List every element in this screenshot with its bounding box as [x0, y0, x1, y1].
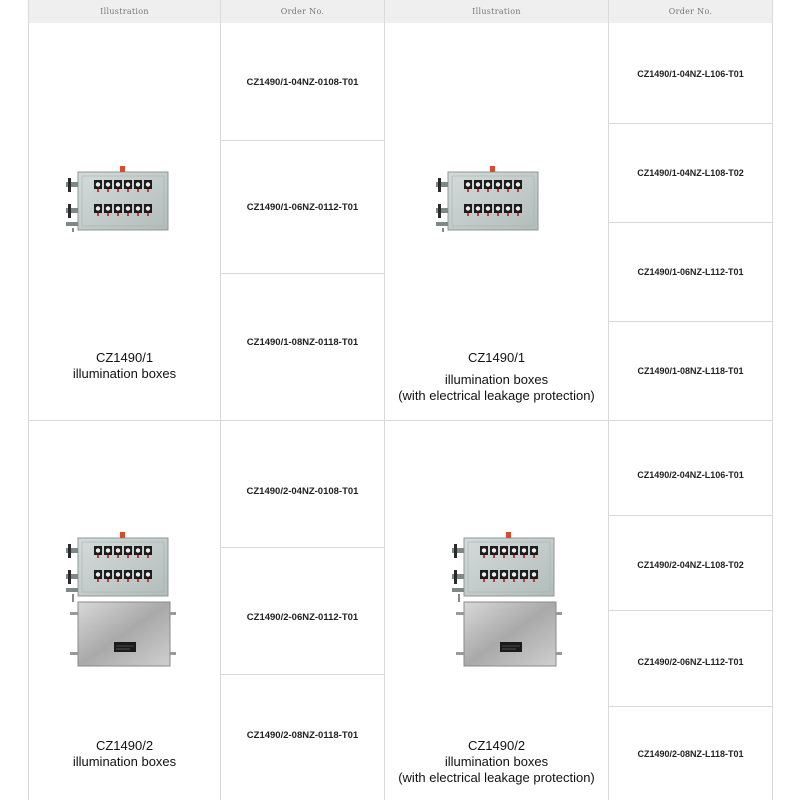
product-caption — [29, 738, 220, 770]
product-name: CZ1490/2 — [467, 738, 526, 753]
product-caption — [385, 738, 608, 786]
order-code: CZ1490/1-06NZ-0112-T01 — [246, 201, 359, 213]
header-order-no-right: Order No. — [609, 0, 772, 23]
illumination-box-leakage-with-enclosure-image — [452, 532, 564, 672]
header-illustration-right: Illustration — [385, 0, 608, 23]
header-illustration-left: Illustration — [29, 0, 220, 23]
order-code: CZ1490/2-04NZ-0108-T01 — [246, 485, 359, 497]
order-code: CZ1490/2-08NZ-L118-T01 — [637, 748, 744, 759]
product-caption — [385, 350, 608, 404]
product-description: illumination boxes — [444, 372, 549, 387]
grid-line — [772, 0, 773, 800]
order-code: CZ1490/1-04NZ-0108-T01 — [246, 76, 359, 88]
grid-line — [28, 0, 29, 800]
order-code: CZ1490/1-08NZ-L118-T01 — [637, 366, 744, 376]
product-note: (with electrical leakage protection) — [398, 770, 595, 785]
header-order-no-left: Order No. — [221, 0, 384, 23]
order-code: CZ1490/1-06NZ-L112-T01 — [637, 267, 744, 277]
product-description: illumination boxes — [72, 754, 177, 769]
order-code: CZ1490/2-04NZ-L106-T01 — [637, 470, 744, 480]
product-description: illumination boxes — [444, 754, 549, 769]
product-description: illumination boxes — [72, 366, 177, 381]
product-name: CZ1490/2 — [95, 738, 154, 753]
illumination-box-with-enclosure-image — [66, 532, 178, 672]
order-code: CZ1490/2-08NZ-0118-T01 — [246, 730, 359, 741]
order-code: CZ1490/1-08NZ-0118-T01 — [246, 336, 359, 348]
order-code: CZ1490/2-06NZ-0112-T01 — [246, 611, 359, 623]
product-name: CZ1490/1 — [467, 350, 526, 365]
product-caption — [29, 350, 220, 382]
product-note: (with electrical leakage protection) — [398, 388, 595, 403]
illumination-box-image — [66, 166, 176, 238]
order-code: CZ1490/2-06NZ-L112-T01 — [637, 656, 744, 667]
order-code: CZ1490/1-04NZ-L108-T02 — [637, 168, 744, 178]
order-code: CZ1490/2-04NZ-L108-T02 — [637, 560, 744, 570]
product-name: CZ1490/1 — [95, 350, 154, 365]
order-code: CZ1490/1-04NZ-L106-T01 — [637, 68, 744, 79]
illumination-box-leakage-image — [436, 166, 546, 238]
